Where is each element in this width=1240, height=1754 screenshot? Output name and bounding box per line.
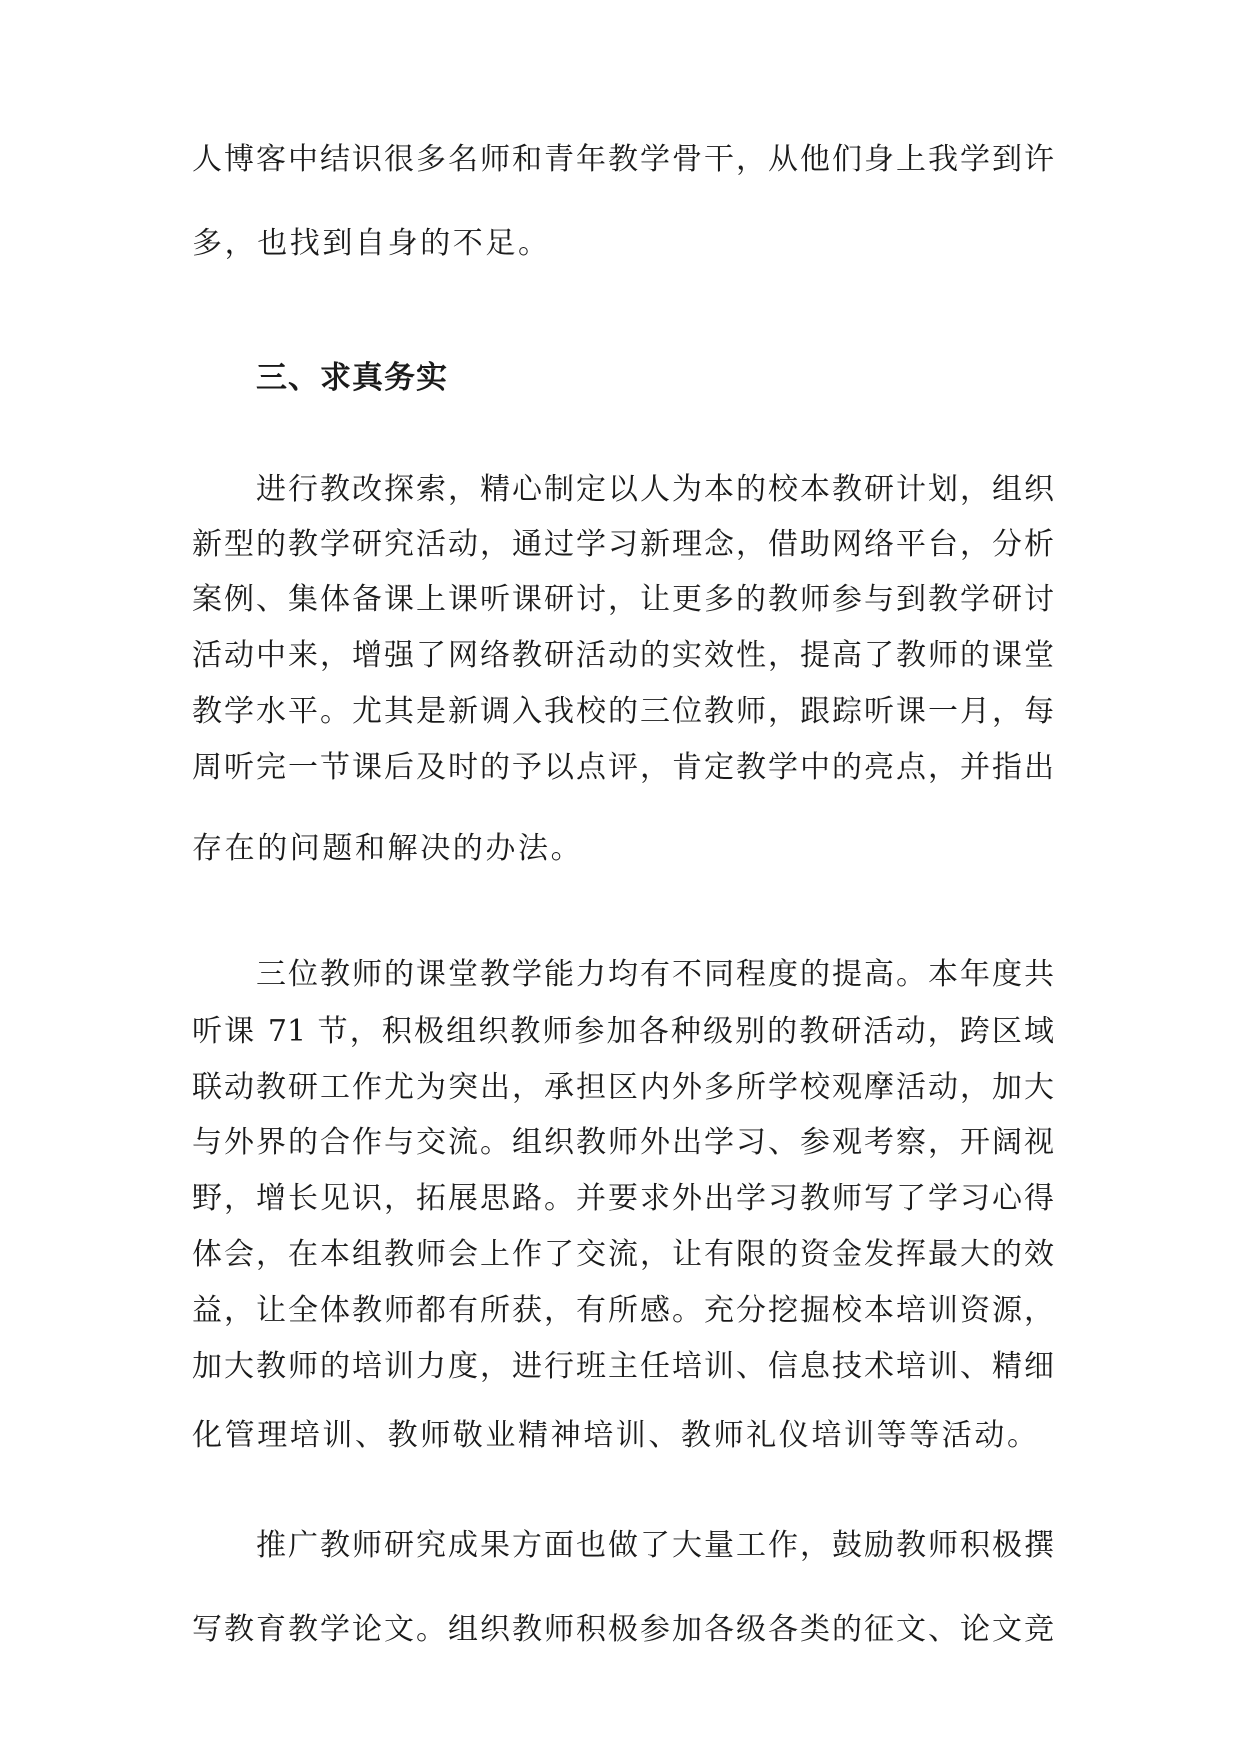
paragraph-line: 加大教师的培训力度，进行班主任培训、信息技术培训、精细 (192, 1349, 1054, 1384)
paragraph-line: 新型的教学研究活动，通过学习新理念，借助网络平台，分析 (192, 527, 1054, 562)
paragraph-line: 周听完一节课后及时的予以点评，肯定教学中的亮点，并指出 (192, 750, 1054, 785)
paragraph-line: 活动中来，增强了网络教研活动的实效性，提高了教师的课堂 (192, 638, 1054, 673)
section-heading: 三、求真务实 (256, 360, 448, 396)
paragraph-line: 进行教改探索，精心制定以人为本的校本教研计划，组织 (256, 472, 1054, 507)
paragraph-line: 案例、集体备课上课听课研讨，让更多的教师参与到教学研讨 (192, 582, 1054, 617)
paragraph-line: 多，也找到自身的不足。 (192, 226, 551, 261)
paragraph-line: 写教育教学论文。组织教师积极参加各级各类的征文、论文竞 (192, 1612, 1054, 1647)
paragraph-line: 益，让全体教师都有所获，有所感。充分挖掘校本培训资源， (192, 1293, 1054, 1328)
paragraph-line: 推广教师研究成果方面也做了大量工作，鼓励教师积极撰 (256, 1528, 1054, 1563)
paragraph-line: 存在的问题和解决的办法。 (192, 831, 584, 866)
paragraph-line: 野，增长见识，拓展思路。并要求外出学习教师写了学习心得 (192, 1181, 1054, 1216)
paragraph-line: 人博客中结识很多名师和青年教学骨干，从他们身上我学到许 (192, 142, 1054, 177)
paragraph-line: 化管理培训、教师敬业精神培训、教师礼仪培训等等活动。 (192, 1418, 1040, 1453)
paragraph-line: 教学水平。尤其是新调入我校的三位教师，跟踪听课一月，每 (192, 694, 1054, 729)
paragraph-line: 听课 71 节，积极组织教师参加各种级别的教研活动，跨区域 (192, 1014, 1054, 1049)
paragraph-line: 三位教师的课堂教学能力均有不同程度的提高。本年度共 (256, 957, 1054, 992)
paragraph-line: 联动教研工作尤为突出，承担区内外多所学校观摩活动，加大 (192, 1070, 1054, 1105)
paragraph-line: 与外界的合作与交流。组织教师外出学习、参观考察，开阔视 (192, 1125, 1054, 1160)
paragraph-line: 体会，在本组教师会上作了交流，让有限的资金发挥最大的效 (192, 1237, 1054, 1272)
